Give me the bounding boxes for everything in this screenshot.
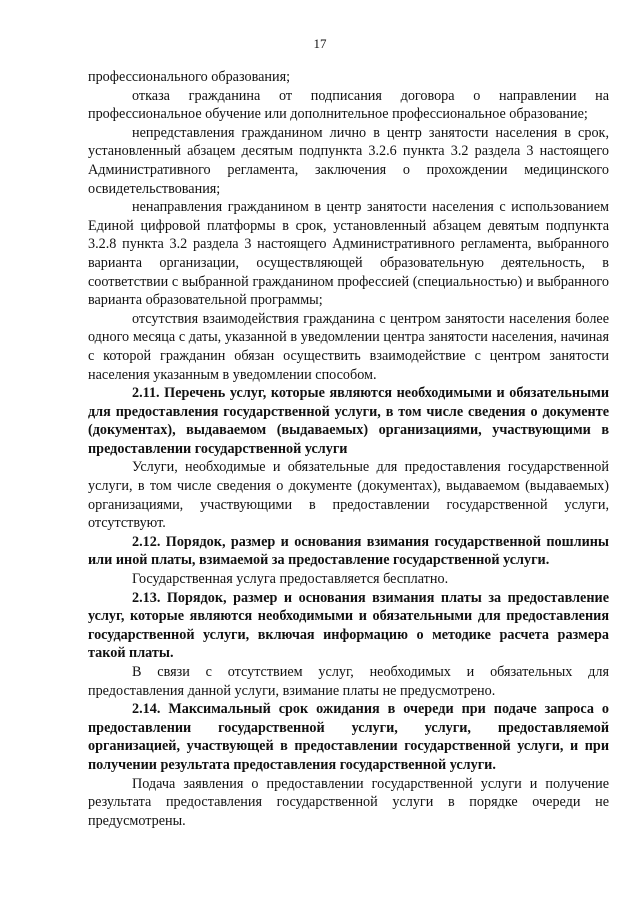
section-heading-2-11: 2.11. Перечень услуг, которые являются необходимыми и обязательными для предоставления государственной услуги, в том числе сведения о документе (документах), выдаваемом (выдаваемых) организациями, участвующими в предоставлении государственной услуги [88, 385, 609, 457]
paragraph-no-interaction: отсутствия взаимодействия гражданина с центром занятости населения более одного месяца с даты, указанной в уведомлении центра занятости населения, начиная с которой гражданин обязан осуществить взаимодействие с центром занятости населения указанным в уведомлении способом. [88, 310, 609, 383]
section-heading-2-12: 2.12. Порядок, размер и основания взимания государственной пошлины или иной платы, взимаемой за предоставление государственной услуги. [88, 533, 609, 569]
paragraph-2-13-body: В связи с отсутствием услуг, необходимых и обязательных для предоставления данной услуги, взимание платы не предусмотрено. [88, 664, 609, 699]
paragraph-2-14-body: Подача заявления о предоставлении государственной услуги и получение результата предоставления государственной услуги в порядке очереди не предусмотрены. [88, 775, 609, 829]
paragraph-2-12-body: Государственная услуга предоставляется бесплатно. [132, 571, 449, 588]
paragraph-2-11-body: Услуги, необходимые и обязательные для предоставления государственной услуги, в том числе сведения о документе (документах), выдаваемом (выдаваемых) организациями, участвующими в предоставлении государственной услуги, отсутствуют. [88, 459, 609, 532]
document-body [88, 68, 609, 830]
paragraph-continuation: профессионального образования; [88, 69, 291, 85]
paragraph-platform-choice: ненаправления гражданином в центр занятости населения с использованием Единой цифровой платформы в срок, установленный абзацем девятым подпункта 3.2.8 пункта 3.2 раздела 3 настоящего Административного регламента, выбранного варианта организации, осуществляющей образовательную деятельность, в соответствии с выбранной гражданином профессией (специальностью) и выбранного варианта образовательной программы; [88, 199, 609, 309]
paragraph-medical-certificate: непредставления гражданином лично в центр занятости населения в срок, установленный абзацем десятым подпункта 3.2.6 пункта 3.2 раздела 3 настоящего Административного регламента, заключения о прохождении медицинского освидетельствования; [88, 124, 609, 197]
paragraph-refusal-contract: отказа гражданина от подписания договора о направлении на профессиональное обучение или дополнительное профессиональное образование; [88, 87, 609, 123]
page-number: 17 [313, 36, 327, 51]
section-heading-2-14: 2.14. Максимальный срок ожидания в очереди при подаче запроса о предоставлении государственной услуги, услуги, предоставляемой организацией, участвующей в предоставлении государственной услуги, и при получении результата предоставления государственной услуги. [88, 701, 609, 773]
section-heading-2-13: 2.13. Порядок, размер и основания взимания платы за предоставление услуг, которые являются необходимыми и обязательными для предоставления государственной услуги, включая информацию о методике расчета размера такой платы. [88, 589, 609, 662]
